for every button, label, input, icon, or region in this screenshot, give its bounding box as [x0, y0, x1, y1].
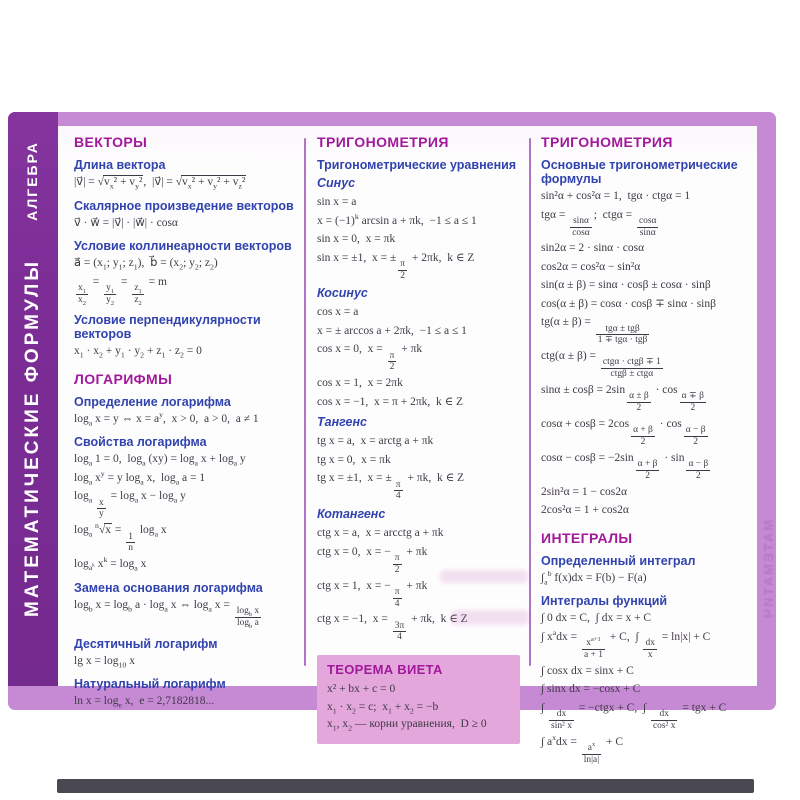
formula-line: tg x = a, x = arctg a + πk [317, 435, 434, 448]
formula-line: sin x = a [317, 196, 357, 208]
column-vectors-logarithms [74, 132, 308, 710]
formula-line: ctg x = 1, x = − $\frac{\pi}{4}$ + πk [317, 579, 428, 609]
formula-line: $\int_a^b$ f(x)dx = F(b) − F(a) [541, 568, 647, 587]
formula-line: ∫ 0 dx = C, ∫ dx = x + C [541, 612, 652, 625]
card-content [58, 126, 757, 765]
formula-line: sin(α ± β) = sinα · cosβ ± cosα · sinβ [541, 279, 711, 292]
formula-line: ∫ $a^xdx$ = $\frac{a^x}{\ln|a|}$ + C [541, 732, 623, 765]
formula-line: tg(α ± β) = $\frac{\text{tgα ± tgβ}}{\text{1 ∓ tgα · tgβ}}$ [541, 316, 648, 346]
formula-line: sin x = 0, x = πk [317, 233, 396, 246]
section-header: ВЕКТОРЫ [74, 134, 148, 150]
subsection-header: Синус [317, 176, 356, 190]
formula-line: sin2α = 2 · sinα · cosα [541, 242, 645, 255]
subsection-header: Интегралы функций [541, 594, 668, 609]
formula-line: ctg(α ± β) = $\frac{\text{ctgα · ctgβ ∓ 1}}{\text{ctgβ ± ctgα}}$ [541, 350, 661, 380]
formula-line: $\log_a x^y = y$ $\log_a x$, $\log_a a = 1$ [74, 469, 206, 487]
formula-line: v⃗ · w⃗ = |v⃗| · |w⃗| · cosα [74, 216, 178, 229]
subsection-header: Десятичный логарифм [74, 636, 218, 651]
bottom-bar [57, 779, 754, 793]
formula-line: sin²α + cos²α = 1, tgα · ctgα = 1 [541, 190, 691, 202]
formula-line: ctg x = −1, x = $\frac{3\pi}{4}$ + πk, k ∈ Z [317, 613, 468, 643]
subsection-header: Косинус [317, 286, 368, 301]
subsection-header: Определение логарифма [74, 394, 231, 409]
subsection-header: Определенный интеграл [541, 553, 696, 568]
formula-line: $\log_{a^k} x^k = \log_a x$ [74, 555, 147, 573]
formula-line: $x_1 \cdot x_2 + y_1 \cdot y_2 + z_1 \cdot z_2 = 0$ [74, 345, 202, 360]
formula-line: $x_1 \cdot x_2 = c$; $x_1 + x_2 = -b$ [327, 700, 439, 716]
subsection-header: Скалярное произведение векторов [74, 198, 294, 213]
formula-line: tg x = 0, x = πk [317, 453, 391, 466]
subsection-header: Условие коллинеарности векторов [74, 239, 292, 254]
formula-line: $\frac{x_1}{x_2}$ = $\frac{y_1}{y_2}$ = $\frac{z_1}{z_2}$ = m [78, 275, 167, 307]
subsection-header: Условие перпендикулярности векторов [74, 313, 261, 342]
formula-line: ∫ sinx dx = −cosx + C [541, 683, 641, 696]
formula-line: $\ln x = \log_e x$, e = 2,7182818... [74, 695, 215, 710]
formula-line: tgα = $\frac{\sin\alpha}{\cos\alpha}$ ; ctgα = $\frac{\cos\alpha}{\sin\alpha}$ [541, 208, 657, 238]
formula-line: $x_1$, $x_2$ — корни уравнения, D ≥ 0 [327, 718, 487, 733]
formula-line: ctg x = 0, x = − $\frac{\pi}{2}$ + πk [317, 545, 428, 575]
subsection-header: Тангенс [317, 415, 367, 430]
formula-card [8, 112, 776, 765]
formula-line: $\lg x = \log_{10} x$ [74, 654, 135, 669]
column-trig-equations [317, 132, 524, 733]
formula-line: x = ± arccos a + 2πk, −1 ≤ a ≤ 1 [317, 324, 467, 337]
vieta-box-title: ТЕОРЕМА ВИЕТА [327, 662, 443, 678]
column-divider [304, 138, 306, 666]
sidebar-subject-label: АЛГЕБРА [24, 141, 40, 221]
sidebar-title: МАТЕМАТИЧЕСКИЕ ФОРМУЛЫ [22, 259, 43, 617]
formula-line: sin x = ±1, x = ± $\frac{\pi}{2}$ + 2πk, k ∈ Z [317, 251, 475, 281]
column-trig-formulas-integrals [541, 132, 753, 765]
formula-line: ctg x = a, x = arcctg a + πk [317, 527, 444, 540]
formula-line: ∫ $x^adx$ = $\frac{x^{a+1}}{a + 1}$ + C, ∫ $\frac{dx}{x}$ = ln|x| + C [541, 627, 711, 660]
formula-line: cos x = 1, x = 2πk [317, 377, 403, 390]
formula-line: tg x = ±1, x = ± $\frac{\pi}{4}$ + πk, k ∈ Z [317, 472, 465, 502]
formula-line: $\log_a$ $\frac{x}{y}$ = $\log_a x - \log_a y$ [74, 490, 186, 520]
formula-line: 2sin²α = 1 − cos2α [541, 485, 627, 498]
formula-line: cosα + cosβ = 2cos $\frac{\alpha + \beta}{2}$ · cos $\frac{\alpha - \beta}{2}$ [541, 418, 706, 448]
formula-line: cosα − cosβ = −2sin $\frac{\alpha + \beta}{2}$ · sin $\frac{\alpha - \beta}{2}$ [541, 451, 709, 481]
formula-line: $\log_a ^n√x$ = $\frac{1}{n}$ $\log_a x$ [74, 521, 167, 554]
formula-line: sinα ± cosβ = 2sin $\frac{\alpha \pm \beta}{2}$ · cos $\frac{\alpha \mp \beta}{2}$ [541, 384, 704, 414]
formula-line: |v⃗| = $√v_x^2 + v_y^2$, |v⃗| = $√v_x^2 + v_y^2 + v_z^2$ [74, 176, 246, 191]
formula-line: $x = (-1)^k$ arcsin a + πk, −1 ≤ a ≤ 1 [317, 211, 477, 227]
formula-line: cos x = a [317, 306, 359, 319]
formula-line: a⃗ = ($x_1$; $y_1$; $z_1$), b⃗ = ($x_2$; $y_2$; $z_2$) [74, 257, 218, 272]
subsection-header: Котангенс [317, 507, 386, 522]
section-header: ТРИГОНОМЕТРИЯ [541, 134, 673, 150]
formula-line: ∫ cosx dx = sinx + C [541, 664, 634, 677]
showthrough-smudge [440, 570, 528, 583]
formula-line: $\log_b x = \log_b a \cdot \log_a x$ ⇔ $\log_a x$ = $\frac{\log_b x}{\log_b a}$ [74, 598, 260, 630]
formula-line: cos(α ± β) = cosα · cosβ ∓ sinα · sinβ [541, 297, 716, 310]
subsection-header: Замена основания логарифма [74, 580, 263, 595]
formula-line: $\log_a 1 = 0$, $\log_a (xy) = \log_a x + \log_a y$ [74, 453, 246, 468]
subsection-header: Тригонометрические уравнения [317, 158, 517, 172]
formula-line: ∫ $\frac{dx}{\text{sin² x}}$ = −ctgx + C, ∫ $\frac{dx}{\text{cos² x}}$ = tgx + C [541, 701, 727, 731]
section-header: ИНТЕГРАЛЫ [541, 529, 633, 546]
formula-line: x² + bx + c = 0 [327, 683, 396, 696]
sidebar [8, 112, 58, 686]
formula-line: cos x = −1, x = π + 2πk, k ∈ Z [317, 395, 464, 408]
column-divider [529, 138, 531, 666]
showthrough-ghost-text: МАТЕМАТИЧ [761, 519, 776, 621]
showthrough-smudge [451, 610, 529, 625]
formula-line: cos2α = cos²α − sin²α [541, 260, 641, 273]
section-header: ЛОГАРИФМЫ [74, 370, 173, 387]
formula-line: cos x = 0, x = $\frac{\pi}{2}$ + πk [317, 343, 423, 373]
section-header: ТРИГОНОМЕТРИЯ [317, 134, 449, 150]
subsection-header: Натуральный логарифм [74, 677, 226, 692]
subsection-header: Свойства логарифма [74, 435, 207, 450]
vieta-theorem-box [317, 655, 520, 744]
formula-line: $\log_a x = y$ ⇔ $x = a^y$, x > 0, a > 0, a ≠ 1 [74, 410, 259, 428]
formula-line: 2cos²α = 1 + cos2α [541, 504, 629, 517]
subsection-header: Длина вектора [74, 158, 166, 172]
subsection-header: Основные тригонометрические формулы [541, 158, 738, 186]
